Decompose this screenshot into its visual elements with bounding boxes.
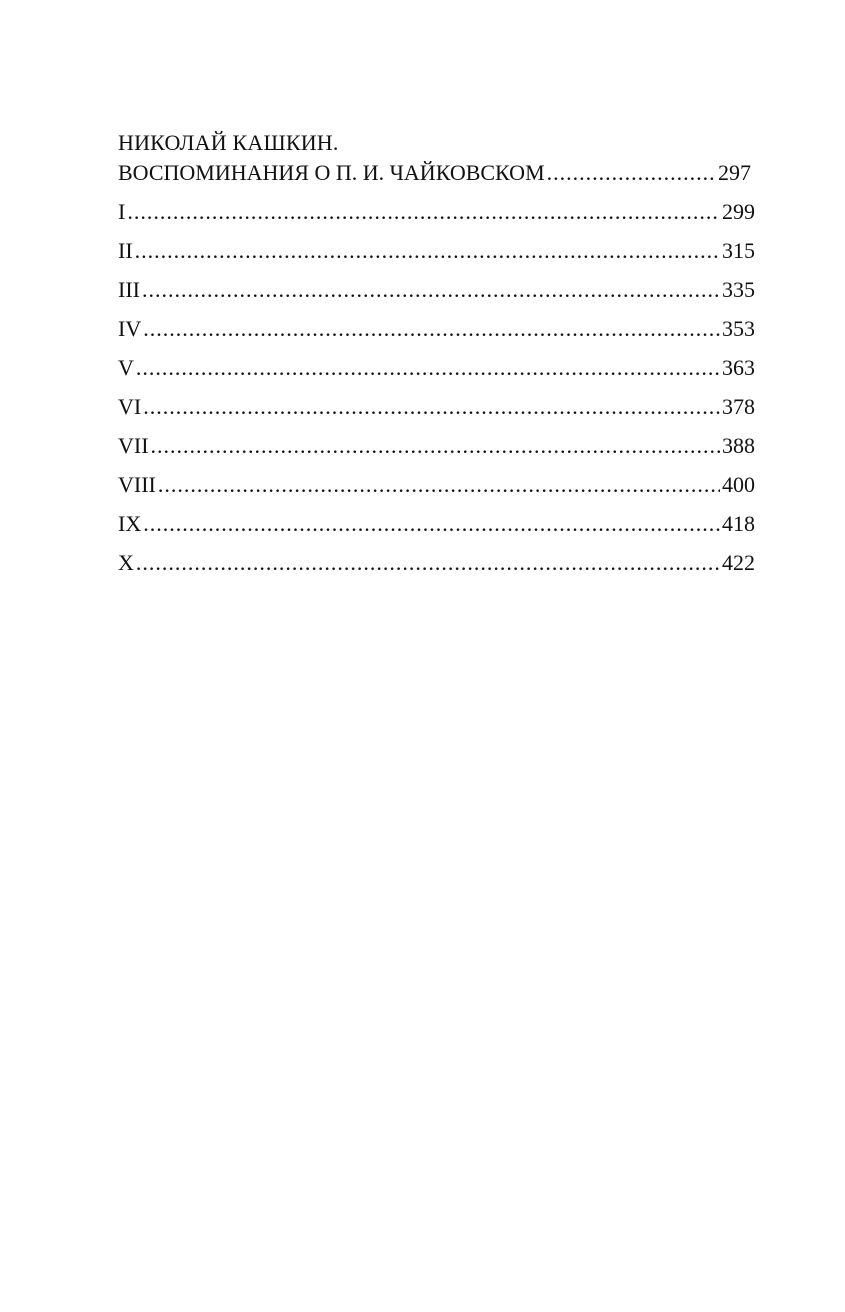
chapter-label: VII (118, 433, 149, 458)
toc-main-entry[interactable] (118, 158, 751, 188)
toc-chapter-entry[interactable] (118, 275, 755, 305)
chapter-label: II (118, 238, 133, 263)
chapter-page-number: 388 (722, 433, 755, 458)
dot-leader (143, 509, 720, 539)
chapter-label: V (118, 355, 134, 380)
dot-leader (136, 353, 720, 383)
chapter-page-number: 335 (722, 277, 755, 302)
chapter-label: IV (118, 316, 142, 341)
dot-leader (142, 275, 720, 305)
chapter-label: I (118, 199, 126, 224)
dot-leader (547, 158, 716, 188)
toc-chapter-entry[interactable] (118, 392, 755, 422)
chapter-label: X (118, 550, 134, 575)
chapter-page-number: 378 (722, 394, 755, 419)
toc-chapter-entry[interactable] (118, 470, 755, 500)
chapter-page-number: 315 (722, 238, 755, 263)
toc-chapter-entry[interactable] (118, 236, 755, 266)
dot-leader (158, 470, 720, 500)
toc-chapter-entry[interactable] (118, 197, 755, 227)
dot-leader (127, 197, 720, 227)
toc-chapter-entry[interactable] (118, 431, 755, 461)
toc-main-entry-title: ВОСПОМИНАНИЯ О П. И. ЧАЙКОВСКОМ (118, 160, 545, 185)
dot-leader (135, 236, 720, 266)
toc-main-entry-page: 297 (718, 160, 751, 185)
table-of-contents (118, 128, 755, 587)
toc-author-line: НИКОЛАЙ КАШКИН. (118, 130, 339, 155)
dot-leader (143, 314, 720, 344)
chapter-page-number: 363 (722, 355, 755, 380)
chapter-page-number: 422 (722, 550, 755, 575)
chapter-page-number: 400 (722, 472, 755, 497)
chapter-label: VIII (118, 472, 156, 497)
chapter-label: III (118, 277, 140, 302)
toc-chapter-entry[interactable] (118, 509, 755, 539)
toc-chapter-entry[interactable] (118, 353, 755, 383)
chapter-page-number: 418 (722, 511, 755, 536)
toc-chapter-entry[interactable] (118, 548, 755, 578)
chapter-page-number: 299 (722, 199, 755, 224)
chapter-label: IX (118, 511, 142, 536)
dot-leader (151, 431, 720, 461)
chapter-page-number: 353 (722, 316, 755, 341)
toc-chapter-entry[interactable] (118, 314, 755, 344)
dot-leader (143, 392, 720, 422)
chapter-label: VI (118, 394, 142, 419)
toc-chapter-list (118, 197, 755, 578)
dot-leader (136, 548, 720, 578)
